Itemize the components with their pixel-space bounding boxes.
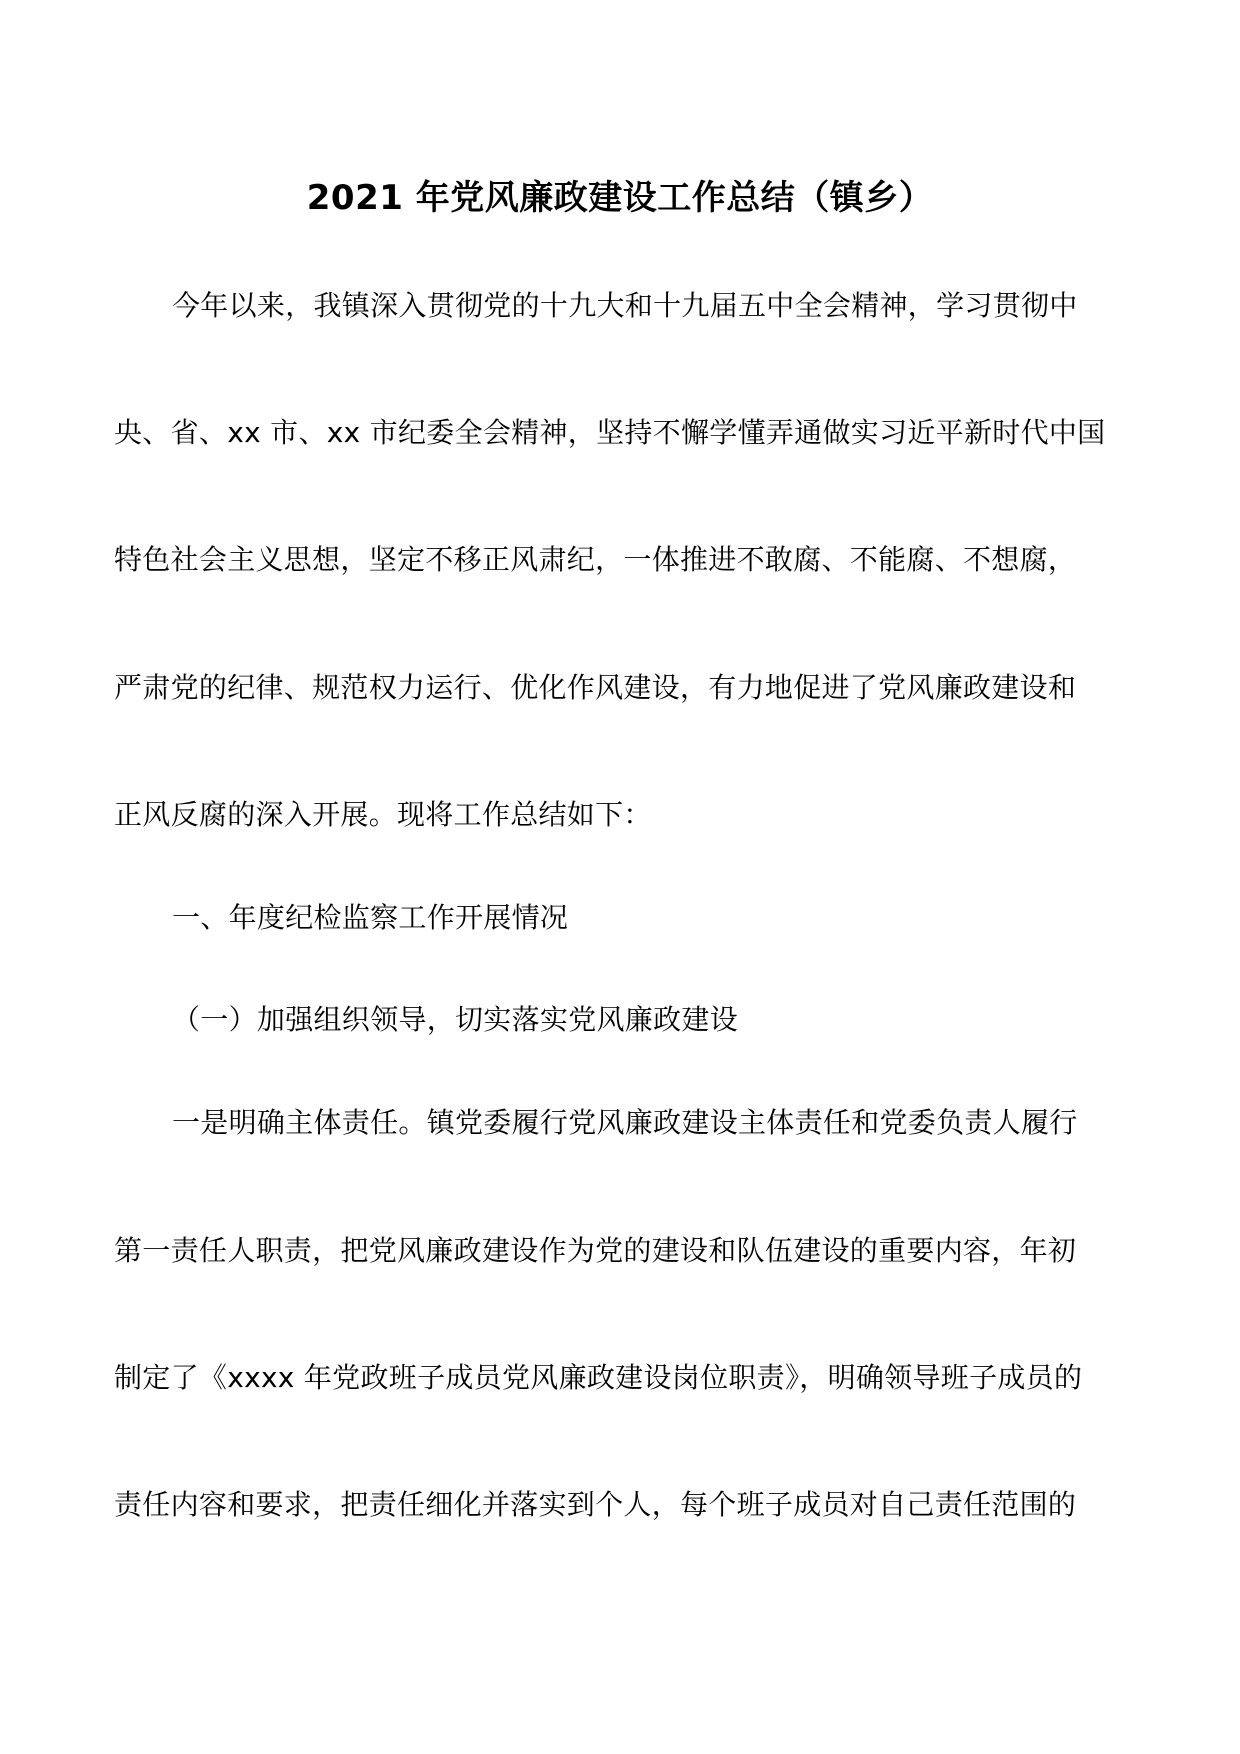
paragraph-line: 一是明确主体责任。镇党委履行党风廉政建设主体责任和党委负责人履行	[172, 1106, 1078, 1139]
paragraph-line: 今年以来，我镇深入贯彻党的十九大和十九届五中全会精神，学习贯彻中	[172, 289, 1078, 322]
paragraph-line: 正风反腐的深入开展。现将工作总结如下：	[114, 798, 652, 831]
paragraph-line: 央、省、xx 市、xx 市纪委全会精神，坚持不懈学懂弄通做实习近平新时代中国	[114, 416, 1106, 449]
paragraph-line: 第一责任人职责，把党风廉政建设作为党的建设和队伍建设的重要内容，年初	[114, 1234, 1077, 1267]
paragraph-line: 特色社会主义思想，坚定不移正风肃纪，一体推进不敢腐、不能腐、不想腐，	[114, 543, 1077, 576]
paragraph-line: 严肃党的纪律、规范权力运行、优化作风建设，有力地促进了党风廉政建设和	[114, 671, 1077, 704]
document-title: 2021 年党风廉政建设工作总结（镇乡）	[306, 178, 934, 218]
paragraph-line: 责任内容和要求，把责任细化并落实到个人，每个班子成员对自己责任范围的	[114, 1488, 1077, 1521]
subsection-heading: （一）加强组织领导，切实落实党风廉政建设	[172, 1003, 739, 1036]
section-heading: 一、年度纪检监察工作开展情况	[172, 901, 569, 934]
paragraph-line: 制定了《xxxx 年党政班子成员党风廉政建设岗位职责》，明确领导班子成员的	[114, 1361, 1083, 1394]
